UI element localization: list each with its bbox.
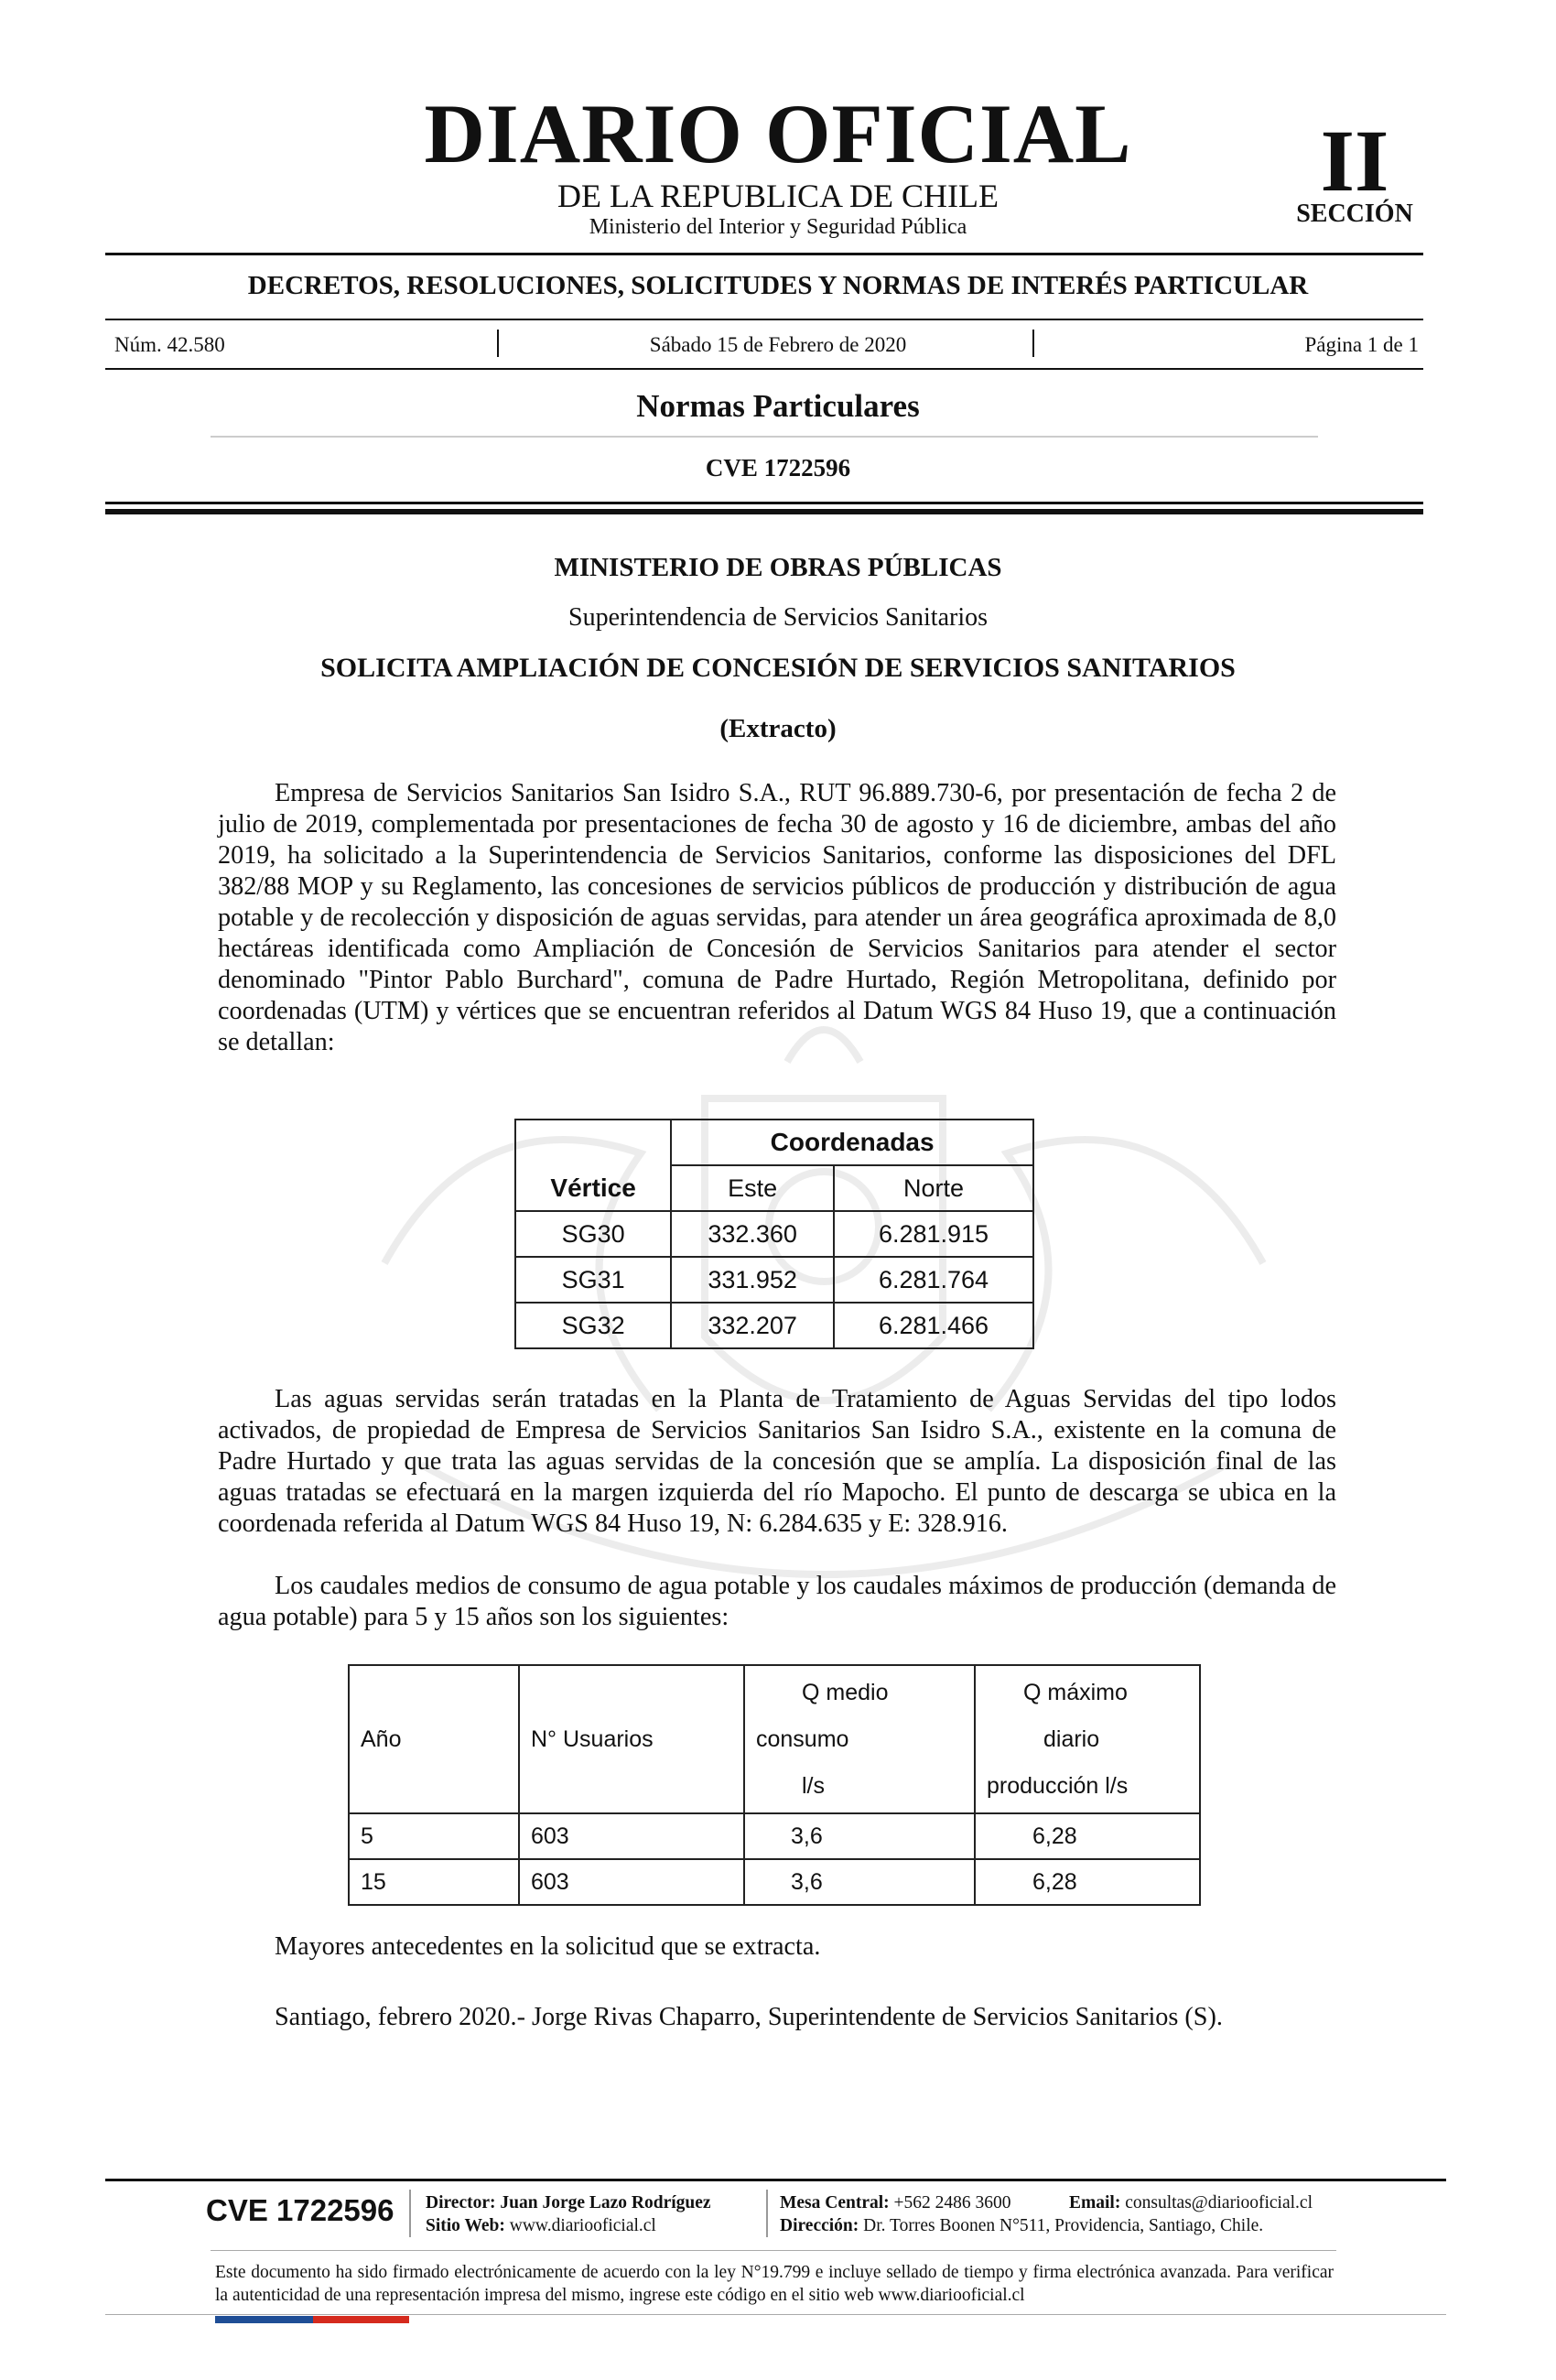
qmax-header: Q máximo diario producción l/s (975, 1665, 1200, 1813)
website-link[interactable]: www.diariooficial.cl (509, 2216, 656, 2235)
body-paragraph: Mayores antecedentes en la solicitud que se extracta. (275, 1932, 821, 1961)
subheader: DECRETOS, RESOLUCIONES, SOLICITUDES Y NORMAS DE INTERÉS PARTICULAR (247, 271, 1309, 300)
signature-paragraph: Santiago, febrero 2020.- Jorge Rivas Chaparro, Superintendente de Servicios Sanitarios (S). (275, 2003, 1223, 2031)
footer-separator (766, 2190, 768, 2237)
qmedio-header: Q medio consumo l/s (744, 1665, 975, 1813)
qmax-cell: 6,28 (975, 1859, 1200, 1905)
footer-rule (105, 2179, 1446, 2181)
director-name: Juan Jorge Lazo Rodríguez (500, 2193, 711, 2212)
meta-rule (105, 368, 1423, 370)
qmedio-cell: 3,6 (744, 1813, 975, 1859)
table-row (349, 1813, 1200, 1859)
extract-label: (Extracto) (719, 714, 837, 743)
header-rule-thick (105, 509, 1423, 514)
year-cell: 5 (349, 1813, 519, 1859)
table-row (349, 1859, 1200, 1905)
flow-table (348, 1664, 1201, 1906)
norte-cell: 6.281.915 (834, 1211, 1033, 1257)
users-header: N° Usuarios (519, 1665, 744, 1813)
section-title: Normas Particulares (636, 388, 920, 424)
body-paragraph: Las aguas servidas serán tratadas en la Planta de Tratamiento de Aguas Servidas del tipo lodos activados, de propiedad de Empresa de Servicios Sanitarios San Isidro S.A., existente en la comuna de Padre Hurtado y que trata las aguas servidas de la concesión que se amplía. La disposición final de las aguas tratadas se efectuará en la margen izquierda del río Mapocho. El punto de descarga se ubica en la coordenada referida al Datum WGS 84 Huso 19, N: 6.284.635 y E: 328.916. (218, 1385, 1336, 1538)
qmax-cell: 6,28 (975, 1813, 1200, 1859)
year-cell: 15 (349, 1859, 519, 1905)
flag-stripe-blue (215, 2316, 313, 2323)
document-title: SOLICITA AMPLIACIÓN DE CONCESIÓN DE SERVICIOS SANITARIOS (320, 653, 1236, 683)
phone-number: +562 2486 3600 (893, 2193, 1011, 2212)
users-cell: 603 (519, 1859, 744, 1905)
cve-code: CVE 1722596 (705, 454, 851, 481)
footer-email-block: Email: consultas@diariooficial.cl (1069, 2193, 1313, 2212)
table-row (515, 1211, 1033, 1257)
section-label: SECCIÓN (1296, 200, 1413, 228)
masthead-ministry: Ministerio del Interior y Seguridad Pública (589, 215, 967, 239)
table-row (515, 1303, 1033, 1348)
coordinates-table (514, 1119, 1034, 1349)
document-ministry: MINISTERIO DE OBRAS PÚBLICAS (554, 553, 1002, 582)
users-cell: 603 (519, 1813, 744, 1859)
coordinates-header: Coordenadas (671, 1120, 1033, 1165)
meta-separator (1032, 330, 1034, 357)
este-cell: 331.952 (671, 1257, 834, 1303)
issue-number: Núm. 42.580 (114, 333, 225, 356)
address: Dr. Torres Boonen N°511, Providencia, Santiago, Chile. (863, 2216, 1264, 2235)
footer-legal-notice: Este documento ha sido firmado electrónicamente de acuerdo con la ley N°19.799 e incluye sellado de tiempo y firma electrónica avanzada. Para verificar la autenticidad de una representación impresa del mismo, ingrese este código en el sitio web www.diariooficial.cl (215, 2263, 1334, 2305)
masthead-rule (105, 253, 1423, 255)
norte-cell: 6.281.764 (834, 1257, 1033, 1303)
page-number: Página 1 de 1 (1304, 333, 1419, 356)
footer-cve: CVE 1722596 (206, 2193, 394, 2227)
footer-separator (409, 2190, 411, 2237)
table-cell (515, 1120, 671, 1165)
document-agency: Superintendencia de Servicios Sanitarios (568, 603, 988, 632)
vertex-header: Vértice (515, 1165, 671, 1211)
email-link[interactable]: consultas@diariooficial.cl (1125, 2193, 1313, 2212)
norte-cell: 6.281.466 (834, 1303, 1033, 1348)
este-cell: 332.360 (671, 1211, 834, 1257)
subheader-rule (105, 319, 1423, 320)
footer-bottom-rule (105, 2314, 1446, 2315)
footer-director-block: Director: Juan Jorge Lazo Rodríguez Sitio Web: www.diariooficial.cl (426, 2193, 711, 2235)
este-header: Este (671, 1165, 834, 1211)
issue-date: Sábado 15 de Febrero de 2020 (649, 333, 907, 356)
body-paragraph: Los caudales medios de consumo de agua potable y los caudales máximos de producción (demanda de agua potable) para 5 y 15 años son los siguientes: (218, 1572, 1336, 1631)
norte-header: Norte (834, 1165, 1033, 1211)
vertex-cell: SG32 (515, 1303, 671, 1348)
footer-contact-block: Mesa Central: +562 2486 3600 Dirección: Dr. Torres Boonen N°511, Providencia, Santiago, Chile. (780, 2193, 1264, 2235)
footer-divider (211, 2250, 1336, 2251)
masthead-title: DIARIO OFICIAL (424, 87, 1132, 180)
header-rule (105, 502, 1423, 504)
qmedio-cell: 3,6 (744, 1859, 975, 1905)
flag-stripe-red (313, 2316, 409, 2323)
body-paragraph: Empresa de Servicios Sanitarios San Isidro S.A., RUT 96.889.730-6, por presentación de fecha 2 de julio de 2019, complementada por presentaciones de fecha 30 de agosto y 16 de diciembre, ambas del año 2019, ha solicitado a la Superintendencia de Servicios Sanitarios, conforme las disposiciones del DFL 382/88 MOP y su Reglamento, las concesiones de servicios públicos de producción y distribución de agua potable y de recolección y disposición de aguas servidas, para atender un área geográfica aproximada de 8,0 hectáreas identificada como Ampliación de Concesión de Servicios Sanitarios para atender el sector denominado "Pintor Pablo Burchard", comuna de Padre Hurtado, Región Metropolitana, definido por coordenadas (UTM) y vértices que se encuentran referidos al Datum WGS 84 Huso 19, que a continuación se detallan: (218, 779, 1336, 1056)
section-divider (211, 436, 1318, 438)
section-number: II (1320, 112, 1389, 210)
table-row (515, 1257, 1033, 1303)
year-header: Año (349, 1665, 519, 1813)
vertex-cell: SG31 (515, 1257, 671, 1303)
este-cell: 332.207 (671, 1303, 834, 1348)
masthead-subtitle: DE LA REPUBLICA DE CHILE (557, 178, 999, 214)
vertex-cell: SG30 (515, 1211, 671, 1257)
